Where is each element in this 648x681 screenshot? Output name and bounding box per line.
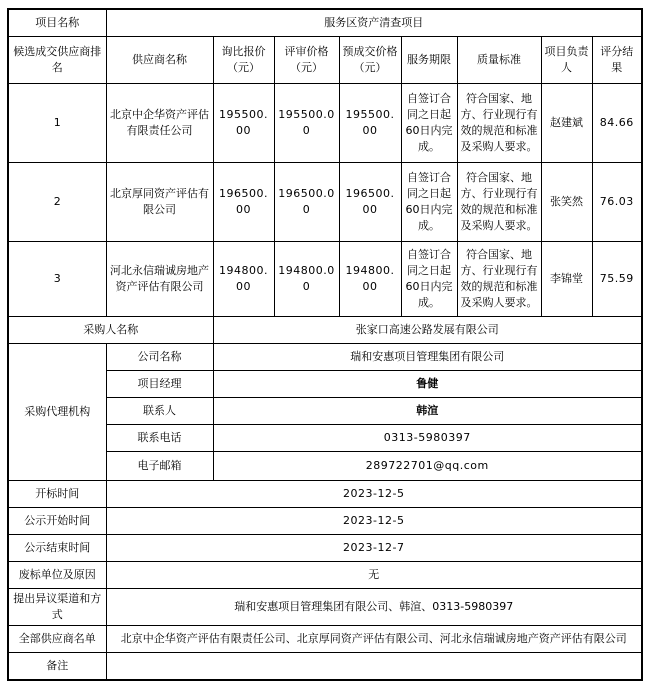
- supplier-review-price: 194800.00: [274, 242, 339, 317]
- supplier-service-term: 自签订合同之日起60日内完成。: [401, 84, 457, 163]
- col-header-review-price: 评审价格（元）: [274, 37, 339, 84]
- supplier-review-price: 196500.00: [274, 163, 339, 242]
- supplier-name: 河北永信瑞诚房地产资产评估有限公司: [106, 242, 213, 317]
- agency-label: 采购代理机构: [8, 344, 106, 481]
- objection-channel-row: [8, 589, 642, 626]
- supplier-quote: 196500.00: [213, 163, 274, 242]
- col-header-pre-deal-price: 预成交价格（元）: [339, 37, 401, 84]
- col-header-manager: 项目负责人: [541, 37, 592, 84]
- project-name-value: 服务区资产清查项目: [106, 9, 642, 37]
- supplier-quality-standard: 符合国家、地方、行业现行有效的规范和标准及采购人要求。: [457, 242, 541, 317]
- invalid-bid-value: 无: [106, 562, 642, 589]
- procurement-result-table: [7, 8, 643, 681]
- col-header-quality-standard: 质量标准: [457, 37, 541, 84]
- purchaser-label: 采购人名称: [8, 317, 213, 344]
- agency-contact-label: 联系人: [106, 398, 213, 425]
- col-header-rank: 候选成交供应商排名: [8, 37, 106, 84]
- supplier-row: [8, 84, 642, 163]
- agency-contact-value: 韩渲: [213, 398, 642, 425]
- supplier-row: [8, 242, 642, 317]
- supplier-name: 北京中企华资产评估有限责任公司: [106, 84, 213, 163]
- supplier-pre-deal-price: 194800.00: [339, 242, 401, 317]
- supplier-review-price: 195500.00: [274, 84, 339, 163]
- supplier-rank: 2: [8, 163, 106, 242]
- all-suppliers-value: 北京中企华资产评估有限责任公司、北京厚同资产评估有限公司、河北永信瑞诚房地产资产评估有限公司: [106, 625, 642, 652]
- supplier-manager: 赵建斌: [541, 84, 592, 163]
- publicity-start-value: 2023-12-5: [106, 508, 642, 535]
- publicity-end-row: [8, 535, 642, 562]
- agency-pm-label: 项目经理: [106, 371, 213, 398]
- supplier-quality-standard: 符合国家、地方、行业现行有效的规范和标准及采购人要求。: [457, 84, 541, 163]
- supplier-rank: 3: [8, 242, 106, 317]
- agency-email-value: 289722701@qq.com: [213, 452, 642, 481]
- agency-row: [8, 344, 642, 371]
- invalid-bid-row: [8, 562, 642, 589]
- supplier-score: 76.03: [592, 163, 642, 242]
- supplier-pre-deal-price: 195500.00: [339, 84, 401, 163]
- remark-row: [8, 652, 642, 680]
- purchaser-value: 张家口高速公路发展有限公司: [213, 317, 642, 344]
- supplier-rank: 1: [8, 84, 106, 163]
- supplier-manager: 李锦堂: [541, 242, 592, 317]
- supplier-quote: 195500.00: [213, 84, 274, 163]
- objection-channel-label: 提出异议渠道和方式: [8, 589, 106, 626]
- col-header-quote: 询比报价（元）: [213, 37, 274, 84]
- all-suppliers-row: [8, 625, 642, 652]
- bid-open-time-row: [8, 481, 642, 508]
- supplier-quote: 194800.00: [213, 242, 274, 317]
- remark-label: 备注: [8, 652, 106, 680]
- supplier-score: 84.66: [592, 84, 642, 163]
- supplier-manager: 张笑然: [541, 163, 592, 242]
- objection-channel-value: 瑞和安惠项目管理集团有限公司、韩渲、0313-5980397: [106, 589, 642, 626]
- supplier-pre-deal-price: 196500.00: [339, 163, 401, 242]
- supplier-service-term: 自签订合同之日起60日内完成。: [401, 163, 457, 242]
- col-header-service-term: 服务期限: [401, 37, 457, 84]
- publicity-end-label: 公示结束时间: [8, 535, 106, 562]
- remark-value: [106, 652, 642, 680]
- col-header-score: 评分结果: [592, 37, 642, 84]
- column-header-row: [8, 37, 642, 84]
- supplier-name: 北京厚同资产评估有限公司: [106, 163, 213, 242]
- invalid-bid-label: 废标单位及原因: [8, 562, 106, 589]
- agency-company-value: 瑞和安惠项目管理集团有限公司: [213, 344, 642, 371]
- agency-phone-value: 0313-5980397: [213, 425, 642, 452]
- supplier-quality-standard: 符合国家、地方、行业现行有效的规范和标准及采购人要求。: [457, 163, 541, 242]
- col-header-supplier: 供应商名称: [106, 37, 213, 84]
- publicity-start-label: 公示开始时间: [8, 508, 106, 535]
- purchaser-row: [8, 317, 642, 344]
- supplier-service-term: 自签订合同之日起60日内完成。: [401, 242, 457, 317]
- publicity-start-row: [8, 508, 642, 535]
- agency-email-label: 电子邮箱: [106, 452, 213, 481]
- bid-open-time-value: 2023-12-5: [106, 481, 642, 508]
- supplier-score: 75.59: [592, 242, 642, 317]
- agency-pm-value: 鲁健: [213, 371, 642, 398]
- supplier-row: [8, 163, 642, 242]
- all-suppliers-label: 全部供应商名单: [8, 625, 106, 652]
- publicity-end-value: 2023-12-7: [106, 535, 642, 562]
- agency-company-label: 公司名称: [106, 344, 213, 371]
- project-name-label: 项目名称: [8, 9, 106, 37]
- project-name-row: [8, 9, 642, 37]
- bid-open-time-label: 开标时间: [8, 481, 106, 508]
- agency-phone-label: 联系电话: [106, 425, 213, 452]
